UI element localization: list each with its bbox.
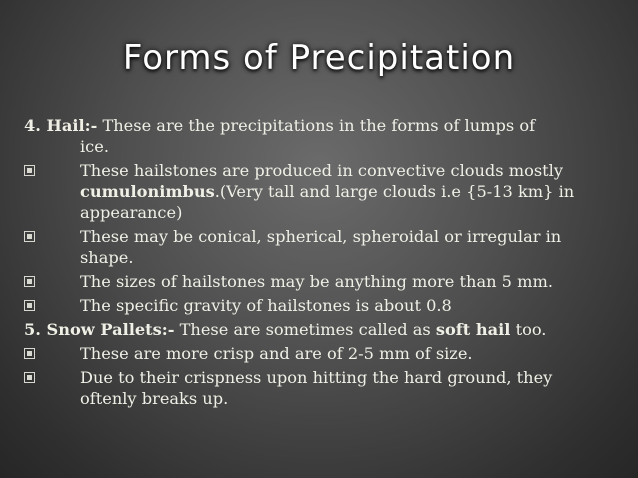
square-bullet-icon xyxy=(24,348,35,359)
snow-heading: 5. Snow Pallets:- xyxy=(24,320,175,339)
list-item xyxy=(24,367,604,409)
bullet-text: These are more crisp and are of 2-5 mm of size. xyxy=(80,344,473,363)
hail-intro-text-cont: ice. xyxy=(80,137,109,156)
hail-intro-text: These are the precipitations in the forms of lumps of xyxy=(97,116,536,135)
square-bullet-icon xyxy=(24,276,35,287)
hail-heading: 4. Hail:- xyxy=(24,116,98,135)
snow-intro xyxy=(24,319,604,340)
bullet-text: Due to their crispness upon hitting the hard ground, they oftenly breaks up. xyxy=(80,368,553,408)
list-item xyxy=(24,271,604,292)
bullet-bold-term: cumulonimbus xyxy=(80,182,215,201)
square-bullet-icon xyxy=(24,300,35,311)
hail-intro xyxy=(24,115,604,157)
bullet-text: These may be conical, spherical, spheroidal or irregular in shape. xyxy=(80,227,562,267)
bullet-text: The sizes of hailstones may be anything more than 5 mm. xyxy=(80,272,553,291)
list-item xyxy=(24,295,604,316)
list-item xyxy=(24,226,604,268)
slide-body xyxy=(24,115,604,412)
list-item xyxy=(24,343,604,364)
square-bullet-icon xyxy=(24,231,35,242)
slide-title: Forms of Precipitation xyxy=(122,38,516,78)
snow-bold-term: soft hail xyxy=(435,320,511,339)
list-item xyxy=(24,160,604,223)
bullet-text-cont: .(Very tall and large clouds i.e {5-13 km} in appearance) xyxy=(80,182,575,222)
snow-intro-text: These are sometimes called as xyxy=(174,320,436,339)
bullet-text: The specific gravity of hailstones is about 0.8 xyxy=(80,296,452,315)
snow-intro-end: too. xyxy=(510,320,547,339)
bullet-text: These hailstones are produced in convective clouds mostly xyxy=(80,161,563,180)
square-bullet-icon xyxy=(24,372,35,383)
square-bullet-icon xyxy=(24,165,35,176)
